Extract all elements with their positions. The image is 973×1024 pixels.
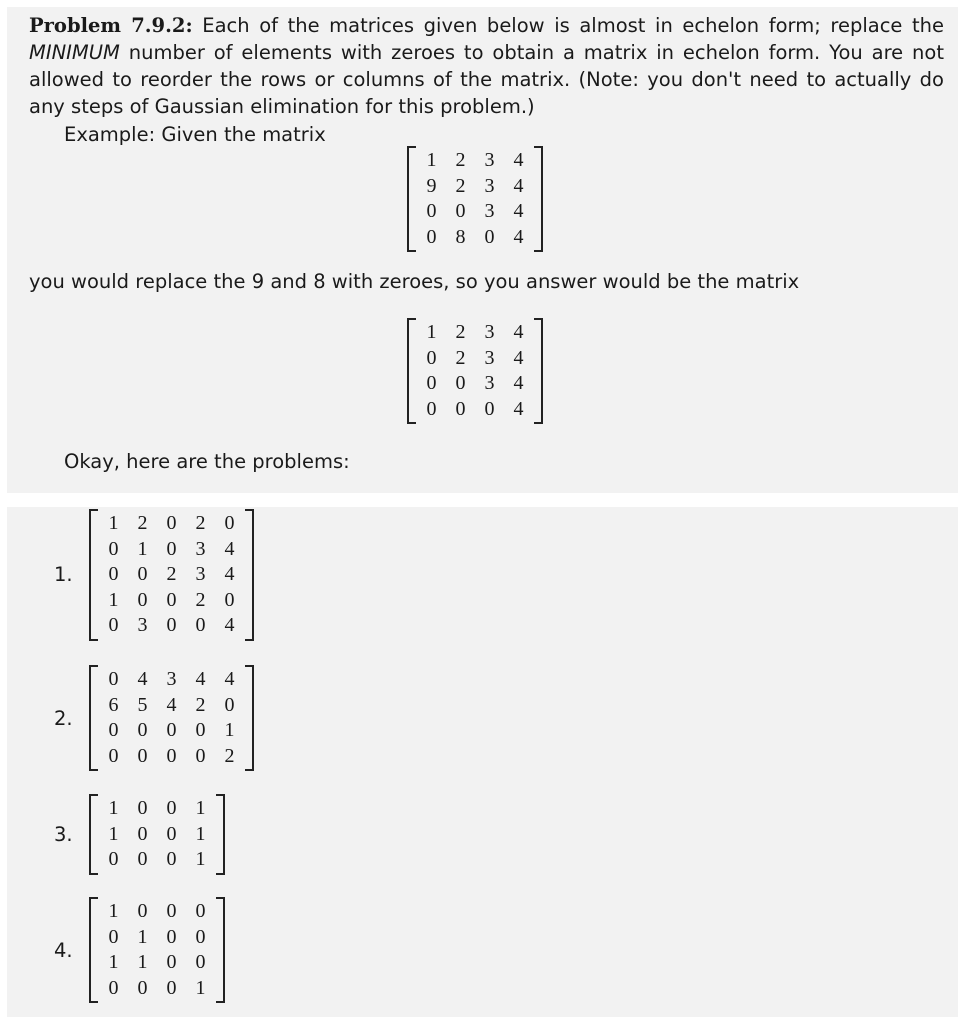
- problems-intro: Okay, here are the problems:: [64, 450, 350, 473]
- matrix-entry: 4: [224, 563, 235, 586]
- matrix-entry: 1: [195, 848, 206, 871]
- matrix-entry: 0: [137, 744, 148, 767]
- matrix-row: [99, 950, 215, 976]
- matrix-row: [417, 199, 533, 225]
- right-bracket: [216, 794, 225, 875]
- intro-emphasis: MINIMUM: [29, 41, 120, 64]
- matrix-row: [417, 346, 533, 372]
- matrix-row: [99, 693, 244, 719]
- matrix-entry: 6: [108, 693, 119, 716]
- matrix-entry: 1: [108, 951, 119, 974]
- left-bracket: [89, 509, 98, 641]
- problem-2-label: 2.: [54, 707, 73, 730]
- matrix-entry: 2: [137, 512, 148, 535]
- example-matrix: [407, 146, 543, 252]
- matrix-entry: 4: [513, 321, 524, 344]
- matrix-entry: 0: [426, 346, 437, 369]
- right-bracket: [216, 897, 225, 1003]
- matrix-entry: 4: [224, 614, 235, 637]
- matrix-entry: 0: [137, 848, 148, 871]
- matrix-entry: 1: [108, 588, 119, 611]
- right-bracket: [534, 146, 543, 252]
- matrix-entry: 2: [455, 321, 466, 344]
- right-bracket: [245, 509, 254, 641]
- intro-text-a: Each of the matrices given below is almost in echelon form; replace the: [202, 14, 945, 37]
- matrix-row: [99, 976, 215, 1002]
- matrix-entry: 0: [108, 848, 119, 871]
- matrix-entry: 0: [224, 693, 235, 716]
- matrix-entry: 1: [195, 976, 206, 999]
- matrix-entry: 0: [108, 614, 119, 637]
- matrix-entry: 1: [108, 900, 119, 923]
- matrix-entry: 0: [224, 588, 235, 611]
- matrix-entry: 2: [224, 744, 235, 767]
- problem-intro: [29, 12, 944, 120]
- matrix-entry: 4: [195, 668, 206, 691]
- matrix-entry: 0: [455, 200, 466, 223]
- matrix-entry: 3: [137, 614, 148, 637]
- matrix-entry: 2: [455, 149, 466, 172]
- matrix-entry: 1: [224, 719, 235, 742]
- matrix-row: [417, 320, 533, 346]
- matrix-entry: 8: [455, 225, 466, 248]
- matrix-entry: 0: [166, 848, 177, 871]
- matrix-entry: 0: [137, 797, 148, 820]
- matrix-entry: 0: [137, 563, 148, 586]
- matrix-entry: 3: [484, 149, 495, 172]
- matrix-entry: 4: [137, 668, 148, 691]
- matrix-entry: 2: [195, 588, 206, 611]
- matrix-row: [417, 148, 533, 174]
- problem-1-label: 1.: [54, 563, 73, 586]
- matrix-entry: 0: [484, 397, 495, 420]
- matrix-entry: 3: [195, 563, 206, 586]
- matrix-entry: 1: [108, 797, 119, 820]
- matrix-entry: 0: [195, 719, 206, 742]
- left-bracket: [407, 318, 416, 424]
- matrix-entry: 0: [166, 719, 177, 742]
- left-bracket: [89, 897, 98, 1003]
- matrix-entry: 0: [426, 225, 437, 248]
- matrix-entry: 0: [108, 668, 119, 691]
- problem-statement-panel: [7, 7, 958, 493]
- matrix-entry: 1: [137, 951, 148, 974]
- matrix-row: [417, 225, 533, 251]
- right-bracket: [534, 318, 543, 424]
- matrix-entry: 3: [166, 668, 177, 691]
- matrix-entry: 0: [455, 372, 466, 395]
- matrix-entry: 1: [108, 822, 119, 845]
- matrix-row: [99, 796, 215, 822]
- answer-matrix: [407, 318, 543, 424]
- matrix-entry: 2: [455, 346, 466, 369]
- matrix-entry: 4: [513, 174, 524, 197]
- matrix-entry: 4: [224, 668, 235, 691]
- matrix-entry: 0: [455, 397, 466, 420]
- matrix-entry: 3: [484, 372, 495, 395]
- matrix-entry: 0: [108, 744, 119, 767]
- matrix-entry: 2: [195, 512, 206, 535]
- answer-text: you would replace the 9 and 8 with zeroes, so you answer would be the matrix: [29, 270, 800, 293]
- matrix-row: [99, 562, 244, 588]
- matrix-entry: 0: [166, 900, 177, 923]
- matrix-entry: 5: [137, 693, 148, 716]
- matrix-entry: 4: [513, 200, 524, 223]
- matrix-entry: 1: [426, 149, 437, 172]
- left-bracket: [89, 794, 98, 875]
- matrix-entry: 1: [195, 797, 206, 820]
- matrix-row: [99, 899, 215, 925]
- matrix-entry: 0: [108, 925, 119, 948]
- matrix-entry: 1: [426, 321, 437, 344]
- matrix-entry: 2: [455, 174, 466, 197]
- matrix-entry: 0: [108, 976, 119, 999]
- matrix-entry: 0: [137, 588, 148, 611]
- right-bracket: [245, 665, 254, 771]
- matrix-entry: 1: [195, 822, 206, 845]
- matrix-row: [417, 174, 533, 200]
- matrix-entry: 0: [137, 976, 148, 999]
- matrix-row: [99, 847, 215, 873]
- example-label: Example: Given the matrix: [64, 123, 326, 146]
- matrix-entry: 0: [137, 822, 148, 845]
- matrix-entry: 3: [484, 346, 495, 369]
- matrix-entry: 0: [426, 372, 437, 395]
- matrix-entry: 0: [166, 951, 177, 974]
- matrix-entry: 0: [224, 512, 235, 535]
- matrix-entry: 0: [166, 976, 177, 999]
- matrix-entry: 4: [513, 397, 524, 420]
- matrix-row: [99, 588, 244, 614]
- intro-text-b: number of elements with zeroes to obtain a matrix in echelon form. You are not allowed to reorder the rows or columns of the matrix. (Note: you don't need to actually do any steps of Gaussian elimination for this problem.): [29, 41, 944, 118]
- left-bracket: [407, 146, 416, 252]
- matrix-entry: 9: [426, 174, 437, 197]
- matrix-entry: 0: [137, 900, 148, 923]
- problem-4-matrix: [89, 897, 225, 1003]
- matrix-row: [99, 511, 244, 537]
- problem-2-matrix: [89, 665, 254, 771]
- matrix-entry: 4: [166, 693, 177, 716]
- problem-3-label: 3.: [54, 823, 73, 846]
- matrix-row: [417, 371, 533, 397]
- matrix-row: [99, 822, 215, 848]
- matrix-entry: 0: [108, 563, 119, 586]
- matrix-entry: 0: [166, 925, 177, 948]
- matrix-entry: 2: [195, 693, 206, 716]
- problem-3-matrix: [89, 794, 225, 875]
- matrix-entry: 3: [484, 174, 495, 197]
- matrix-row: [99, 744, 244, 770]
- matrix-row: [99, 537, 244, 563]
- matrix-entry: 3: [484, 321, 495, 344]
- matrix-entry: 0: [166, 744, 177, 767]
- matrix-entry: 0: [166, 537, 177, 560]
- matrix-entry: 0: [195, 925, 206, 948]
- matrix-entry: 0: [195, 614, 206, 637]
- matrix-entry: 0: [166, 614, 177, 637]
- matrix-row: [99, 667, 244, 693]
- matrix-row: [417, 397, 533, 423]
- matrix-entry: 1: [137, 925, 148, 948]
- matrix-entry: 3: [195, 537, 206, 560]
- matrix-entry: 4: [224, 537, 235, 560]
- matrix-entry: 0: [108, 719, 119, 742]
- matrix-row: [99, 718, 244, 744]
- matrix-entry: 0: [195, 951, 206, 974]
- problems-panel: [7, 507, 958, 1017]
- problem-4-label: 4.: [54, 939, 73, 962]
- matrix-entry: 0: [195, 744, 206, 767]
- matrix-entry: 0: [108, 537, 119, 560]
- matrix-entry: 4: [513, 225, 524, 248]
- matrix-entry: 3: [484, 200, 495, 223]
- matrix-entry: 2: [166, 563, 177, 586]
- matrix-entry: 0: [426, 397, 437, 420]
- matrix-entry: 0: [166, 797, 177, 820]
- left-bracket: [89, 665, 98, 771]
- matrix-row: [99, 613, 244, 639]
- matrix-entry: 0: [137, 719, 148, 742]
- matrix-entry: 0: [166, 822, 177, 845]
- matrix-row: [99, 925, 215, 951]
- problem-1-matrix: [89, 509, 254, 641]
- matrix-entry: 0: [426, 200, 437, 223]
- matrix-entry: 4: [513, 346, 524, 369]
- problem-title: Problem 7.9.2:: [29, 14, 193, 37]
- matrix-entry: 1: [137, 537, 148, 560]
- matrix-entry: 1: [108, 512, 119, 535]
- matrix-entry: 4: [513, 149, 524, 172]
- matrix-entry: 0: [166, 588, 177, 611]
- matrix-entry: 0: [195, 900, 206, 923]
- matrix-entry: 0: [484, 225, 495, 248]
- matrix-entry: 4: [513, 372, 524, 395]
- matrix-entry: 0: [166, 512, 177, 535]
